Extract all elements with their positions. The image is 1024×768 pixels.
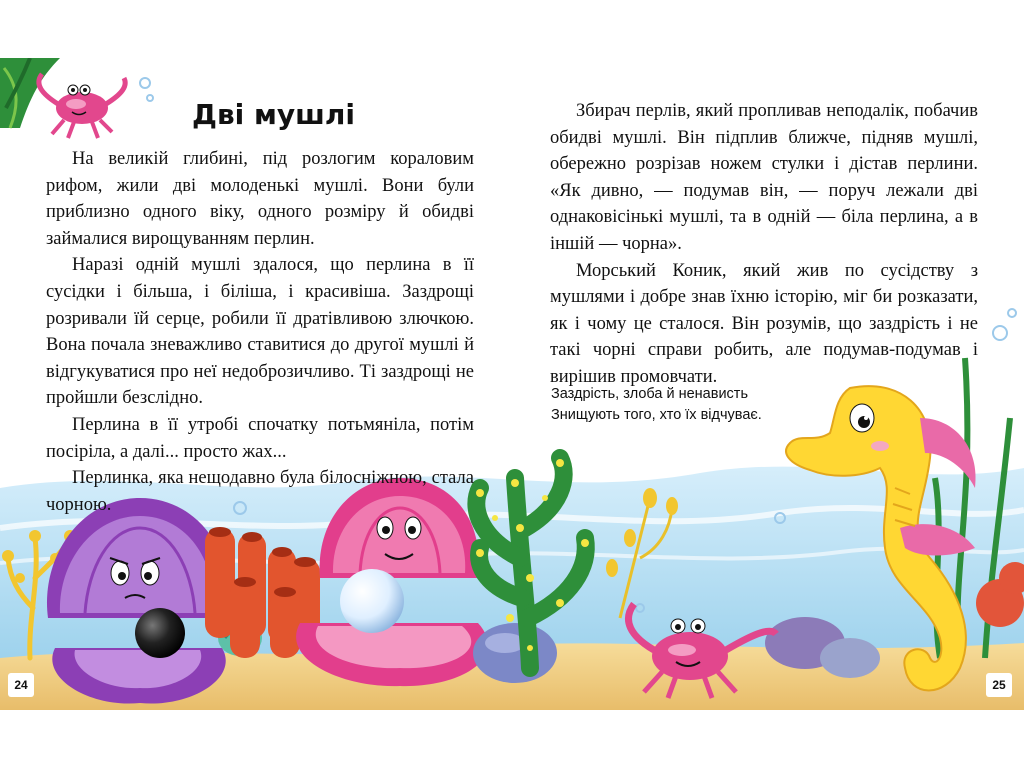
crab-icon: [39, 74, 125, 138]
book-spread: [0, 58, 1024, 710]
right-page-text: [550, 98, 978, 391]
page-number-left: 24: [8, 673, 34, 697]
left-page-text: [46, 146, 474, 518]
paragraph: Перлина в її утробі спочатку потьмяніла, потім посіріла, а далі... просто жах...: [46, 414, 474, 462]
page-title: Дві мушлі: [192, 98, 355, 131]
page-number-right: 25: [986, 673, 1012, 697]
paragraph: Наразі одній мушлі здалося, що перлина в її сусідки і більша, і біліша, і красивіша. Заздрощі розривали їй серце, робили її дратівливою злючкою. Вона почала зневажливо ставитися до другої мушлі й відгукуватися про неї недоброзичливо. Ті заздрощі не пройшли безслідно.: [46, 255, 474, 409]
white-pearl-icon: [340, 569, 404, 633]
verse-line: Знищують того, хто їх відчуває.: [551, 407, 762, 423]
verse-line: Заздрість, злоба й ненависть: [551, 386, 748, 402]
moral-verse: [551, 384, 762, 426]
paragraph: На великій глибині, під розлогим кораловим рифом, жили дві молоденькі мушлі. Вони були приблизно одного віку, одного розміру й обидві займалися вирощуванням перлин.: [46, 149, 474, 249]
paragraph: Морський Коник, який жив по сусідству з мушлями і добре знав їхню історію, міг би розказати, як і чому це сталося. Він розумів, що заздрість і не такі чорні справи робить, але подумав-подумав і вирішив промовчати.: [550, 260, 978, 387]
purple-shell-icon: [47, 498, 228, 704]
paragraph: Збирач перлів, який пропливав неподалік, побачив обидві мушлі. Він підплив ближче, підняв мушлі, обережно розрізав ножем стулки і дістав перлини. «Як дивно, — подумав він, — поруч лежали дві однаковісінькі мушлі, та в одній — біла перлина, а в іншій — чорна».: [550, 101, 978, 254]
seaweed-icon: [0, 58, 60, 128]
paragraph: Перлинка, яка нещодавно була білосніжною, стала чорною.: [46, 468, 474, 515]
black-pearl-icon: [135, 608, 185, 658]
